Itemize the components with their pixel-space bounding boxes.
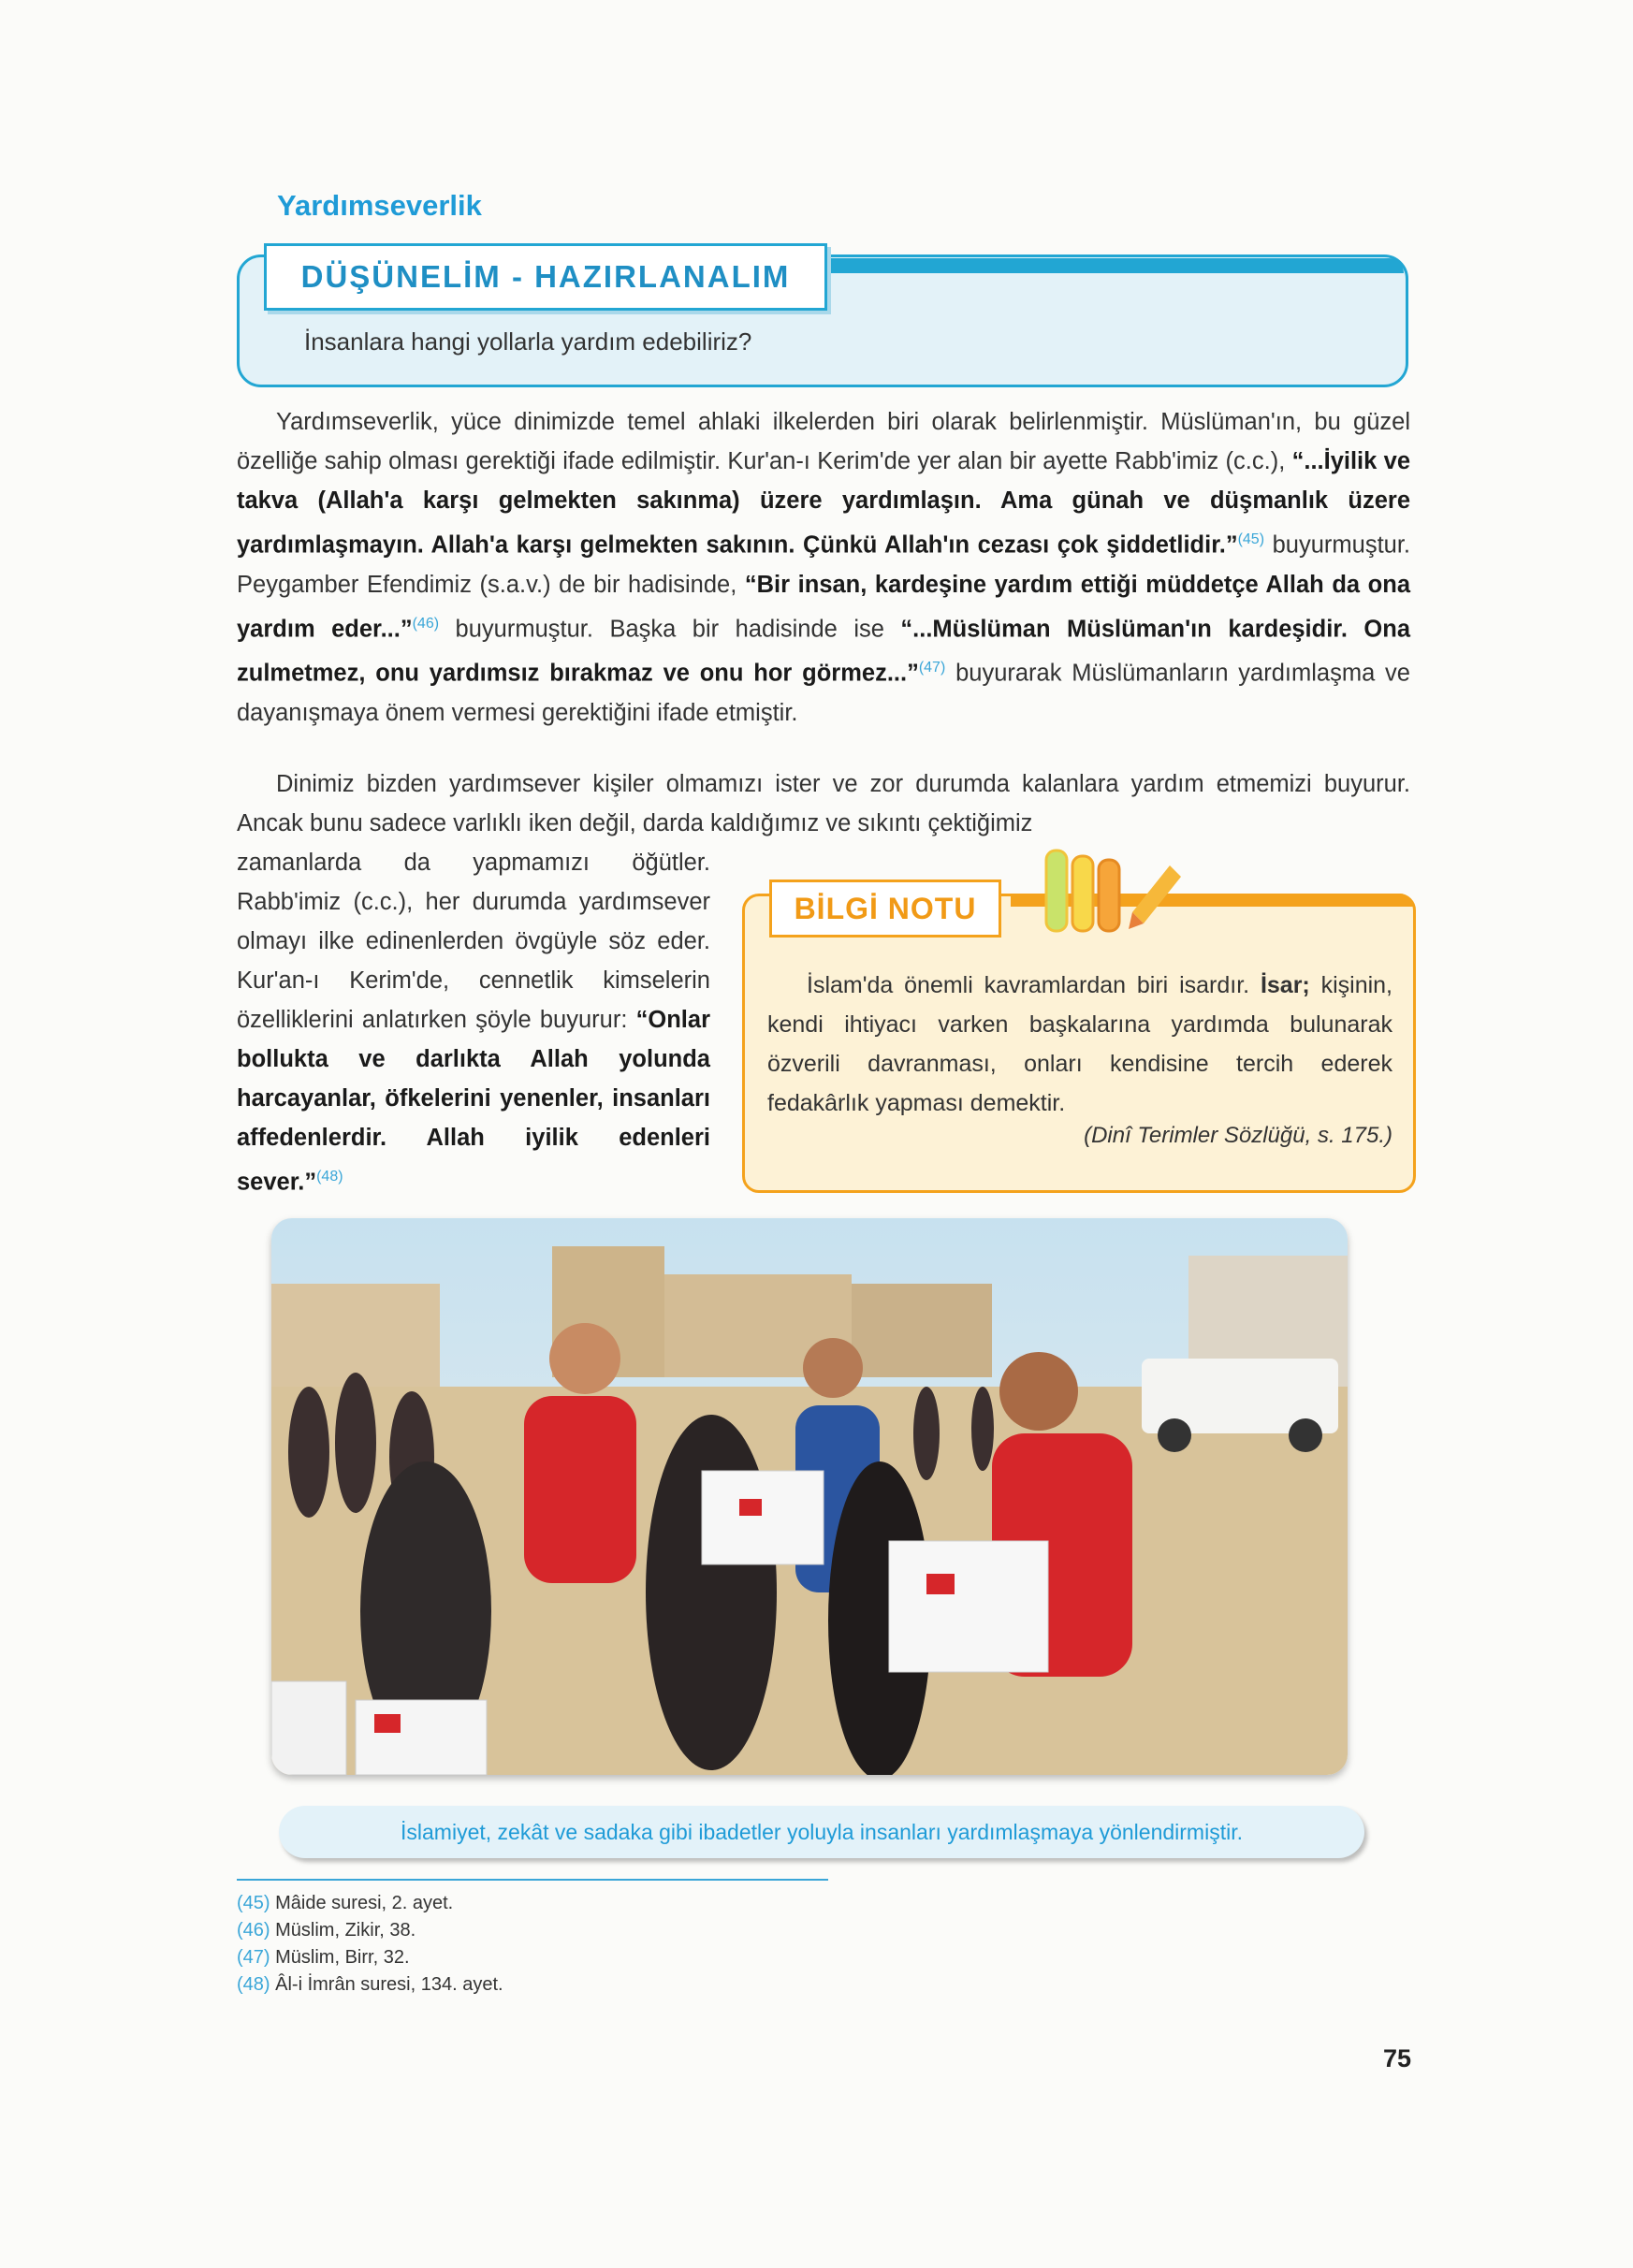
- text: buyurmuştur. Başka bir hadisinde ise: [439, 616, 901, 642]
- think-box-tab-label: DÜŞÜNELİM - HAZIRLANALIM: [300, 259, 791, 294]
- footnote-text: Müslim, Zikir, 38.: [275, 1920, 416, 1941]
- footnote-number: (48): [237, 1974, 270, 1995]
- hadis-quote: “...Müslüman Müslüman'ın kardeşidir. Ona zulmetmez, onu yardımsız bırakmaz ve onu hor görmez...”: [237, 616, 1411, 687]
- footnote-ref-45[interactable]: (45): [1237, 531, 1265, 547]
- footnote-number: (47): [237, 1947, 270, 1968]
- footnote-number: (46): [237, 1920, 270, 1941]
- footnote-number: (45): [237, 1893, 270, 1913]
- footnote-text: Âl-i İmrân suresi, 134. ayet.: [275, 1974, 503, 1995]
- section-title: Yardımseverlik: [277, 189, 482, 222]
- text: Yardımseverlik, yüce dinimizde temel ahlaki ilkelerden biri olarak belirlenmiştir. Müslüman'ın, bu güzel özelliğe sahip olması gerektiği ifade edilmiştir. Kur'an-ı Kerim'de yer alan bir ayette Rabb'imiz (c.c.),: [237, 409, 1410, 474]
- footnote-ref-46[interactable]: (46): [412, 615, 440, 632]
- bilgi-notu-tab: [769, 880, 1001, 938]
- footnote-ref-47[interactable]: (47): [918, 660, 946, 676]
- bilgi-notu-tab-label: BİLGİ NOTU: [794, 891, 977, 925]
- text: buyurmuştur. Peygamber Efendimiz (s.a.v.) de bir hadisinde,: [237, 531, 1411, 598]
- think-question: İnsanlara hangi yollarla yardım edebiliriz?: [304, 327, 752, 356]
- photo-caption: [279, 1806, 1364, 1858]
- text: kişinin, kendi ihtiyacı varken başkalarına yardımda bulunarak özverili davranması, onları kendisine tercih ederek fedakârlık yapması demektir.: [767, 972, 1392, 1116]
- page-number: 75: [1383, 2044, 1412, 2072]
- footnote-ref-48[interactable]: (48): [316, 1169, 343, 1185]
- photo-caption-text: İslamiyet, zekât ve sadaka gibi ibadetler yoluyla insanları yardımlaşmaya yönlendirmiştir.: [401, 1819, 1243, 1844]
- hadis-quote: “Bir insan, kardeşine yardım ettiği müddetçe Allah da ona yardım eder...”: [237, 571, 1410, 642]
- footnote-divider: [237, 1879, 828, 1881]
- text: zamanlarda da yapmamızı öğütler. Rabb'imiz (c.c.), her durumda yardımsever olmayı ilke edinenlerden övgüyle söz eder. Kur'an-ı Kerim'de, cennetlik kimselerin özelliklerini anlatırken şöyle buyurur:: [237, 850, 710, 1033]
- isar-term: İsar;: [1260, 972, 1310, 998]
- photo-illustration: [271, 1218, 1348, 1775]
- think-box-header-bar: [824, 258, 1404, 273]
- paragraph-3: [237, 843, 710, 1202]
- footnote-45: [237, 1890, 503, 1917]
- text: İslam'da önemli kavramlardan biri isardır.: [807, 972, 1261, 998]
- footnote-46: [237, 1917, 503, 1944]
- bilgi-notu-text: [767, 966, 1392, 1123]
- paragraph-1: [237, 402, 1410, 733]
- think-box-tab: [264, 243, 827, 311]
- footnote-text: Mâide suresi, 2. ayet.: [275, 1893, 454, 1913]
- aid-distribution-photo: [271, 1218, 1348, 1775]
- footnote-47: [237, 1944, 503, 1971]
- bilgi-notu-source: (Dinî Terimler Sözlüğü, s. 175.): [1084, 1123, 1392, 1148]
- ayet-quote: “Onlar bollukta ve darlıkta Allah yolunda harcayanlar, öfkelerini yenenler, insanları affedenlerdir. Allah iyilik edenleri sever.”: [237, 1007, 710, 1196]
- text: buyurarak Müslümanların yardımlaşma ve dayanışmaya önem vermesi gerektiğini ifade etmiştir.: [237, 660, 1410, 726]
- ayet-quote: “...İyilik ve takva (Allah'a karşı gelmekten sakınma) üzere yardımlaşın. Ama günah ve düşmanlık üzere yardımlaşmayın. Allah'a karşı gelmekten sakının. Çünkü Allah'ın cezası çok şiddetlidir.”: [237, 448, 1410, 559]
- footnote-48: [237, 1971, 503, 1999]
- test-tubes-icon: [1039, 847, 1188, 940]
- footnotes: [237, 1890, 503, 1999]
- footnote-text: Müslim, Birr, 32.: [275, 1947, 410, 1968]
- paragraph-2: Dinimiz bizden yardımsever kişiler olmamızı ister ve zor durumda kalanlara yardım etmemizi buyurur. Ancak bunu sadece varlıklı iken değil, darda kaldığımız ve sıkıntı çektiğimiz: [237, 771, 1410, 836]
